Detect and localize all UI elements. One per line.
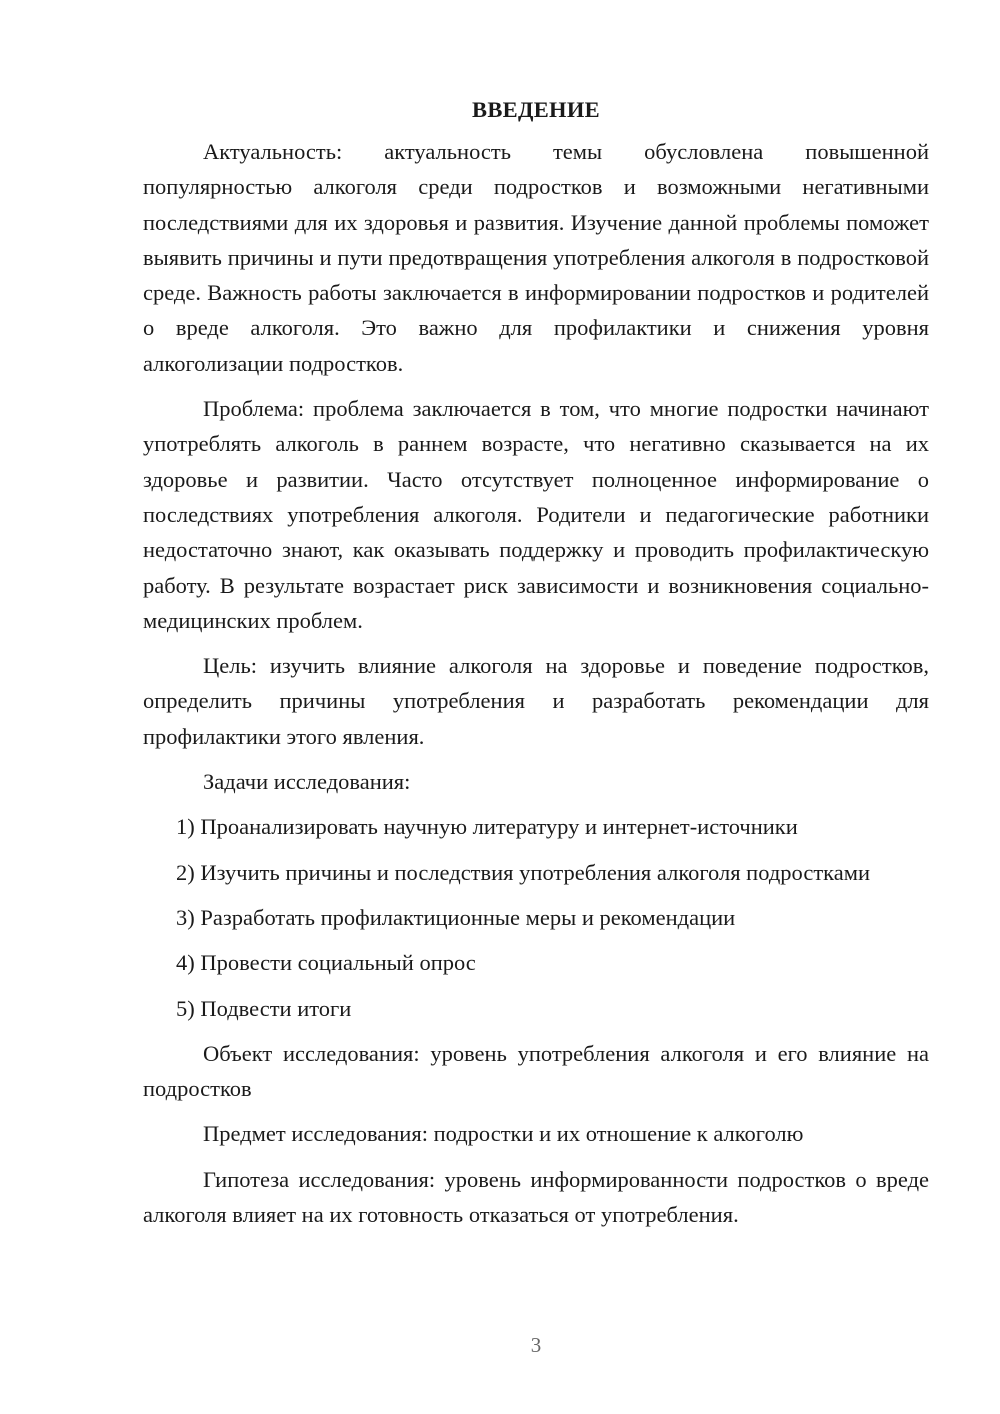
task-item-3: 3) Разработать профилактиционные меры и рекомендации	[176, 904, 736, 930]
problem-paragraph: Проблема: проблема заключается в том, что многие подростки начинают употреблять алкоголь в раннем возрасте, что негативно сказывается на их здоровье и развитии. Часто отсутствует полноценное информирование о последствиях употребления алкоголя. Родители и педагогические работники недостаточно знают, как оказывать поддержку и проводить профилактическую работу. В результате возрастает риск зависимости и возникновения социально-медицинских проблем.	[143, 396, 929, 633]
hypothesis-paragraph: Гипотеза исследования: уровень информированности подростков о вреде алкоголя влияет на их готовность отказаться от употребления.	[143, 1166, 929, 1228]
object-paragraph: Объект исследования: уровень употребления алкоголя и его влияние на подростков	[143, 1040, 929, 1102]
section-heading: ВВЕДЕНИЕ	[472, 97, 600, 122]
task-item-2: 2) Изучить причины и последствия употребления алкоголя подростками	[176, 859, 871, 885]
tasks-title: Задачи исследования:	[203, 769, 411, 795]
task-item-1: 1) Проанализировать научную литературу и интернет-источники	[176, 814, 798, 840]
document-page	[143, 92, 929, 1232]
page-number: 3	[530, 1333, 542, 1357]
task-item-5: 5) Подвести итоги	[176, 995, 352, 1021]
relevance-paragraph: Актуальность: актуальность темы обусловлена повышенной популярностью алкоголя среди подростков и возможными негативными последствиями для их здоровья и развития. Изучение данной проблемы поможет выявить причины и пути предотвращения употребления алкоголя в подростковой среде. Важность работы заключается в информировании подростков и родителей о вреде алкоголя. Это важно для профилактики и снижения уровня алкоголизации подростков.	[143, 139, 929, 376]
subject-paragraph: Предмет исследования: подростки и их отношение к алкоголю	[203, 1121, 804, 1147]
goal-paragraph: Цель: изучить влияние алкоголя на здоровье и поведение подростков, определить причины употребления и разработать рекомендации для профилактики этого явления.	[143, 653, 929, 749]
task-item-4: 4) Провести социальный опрос	[176, 950, 476, 976]
